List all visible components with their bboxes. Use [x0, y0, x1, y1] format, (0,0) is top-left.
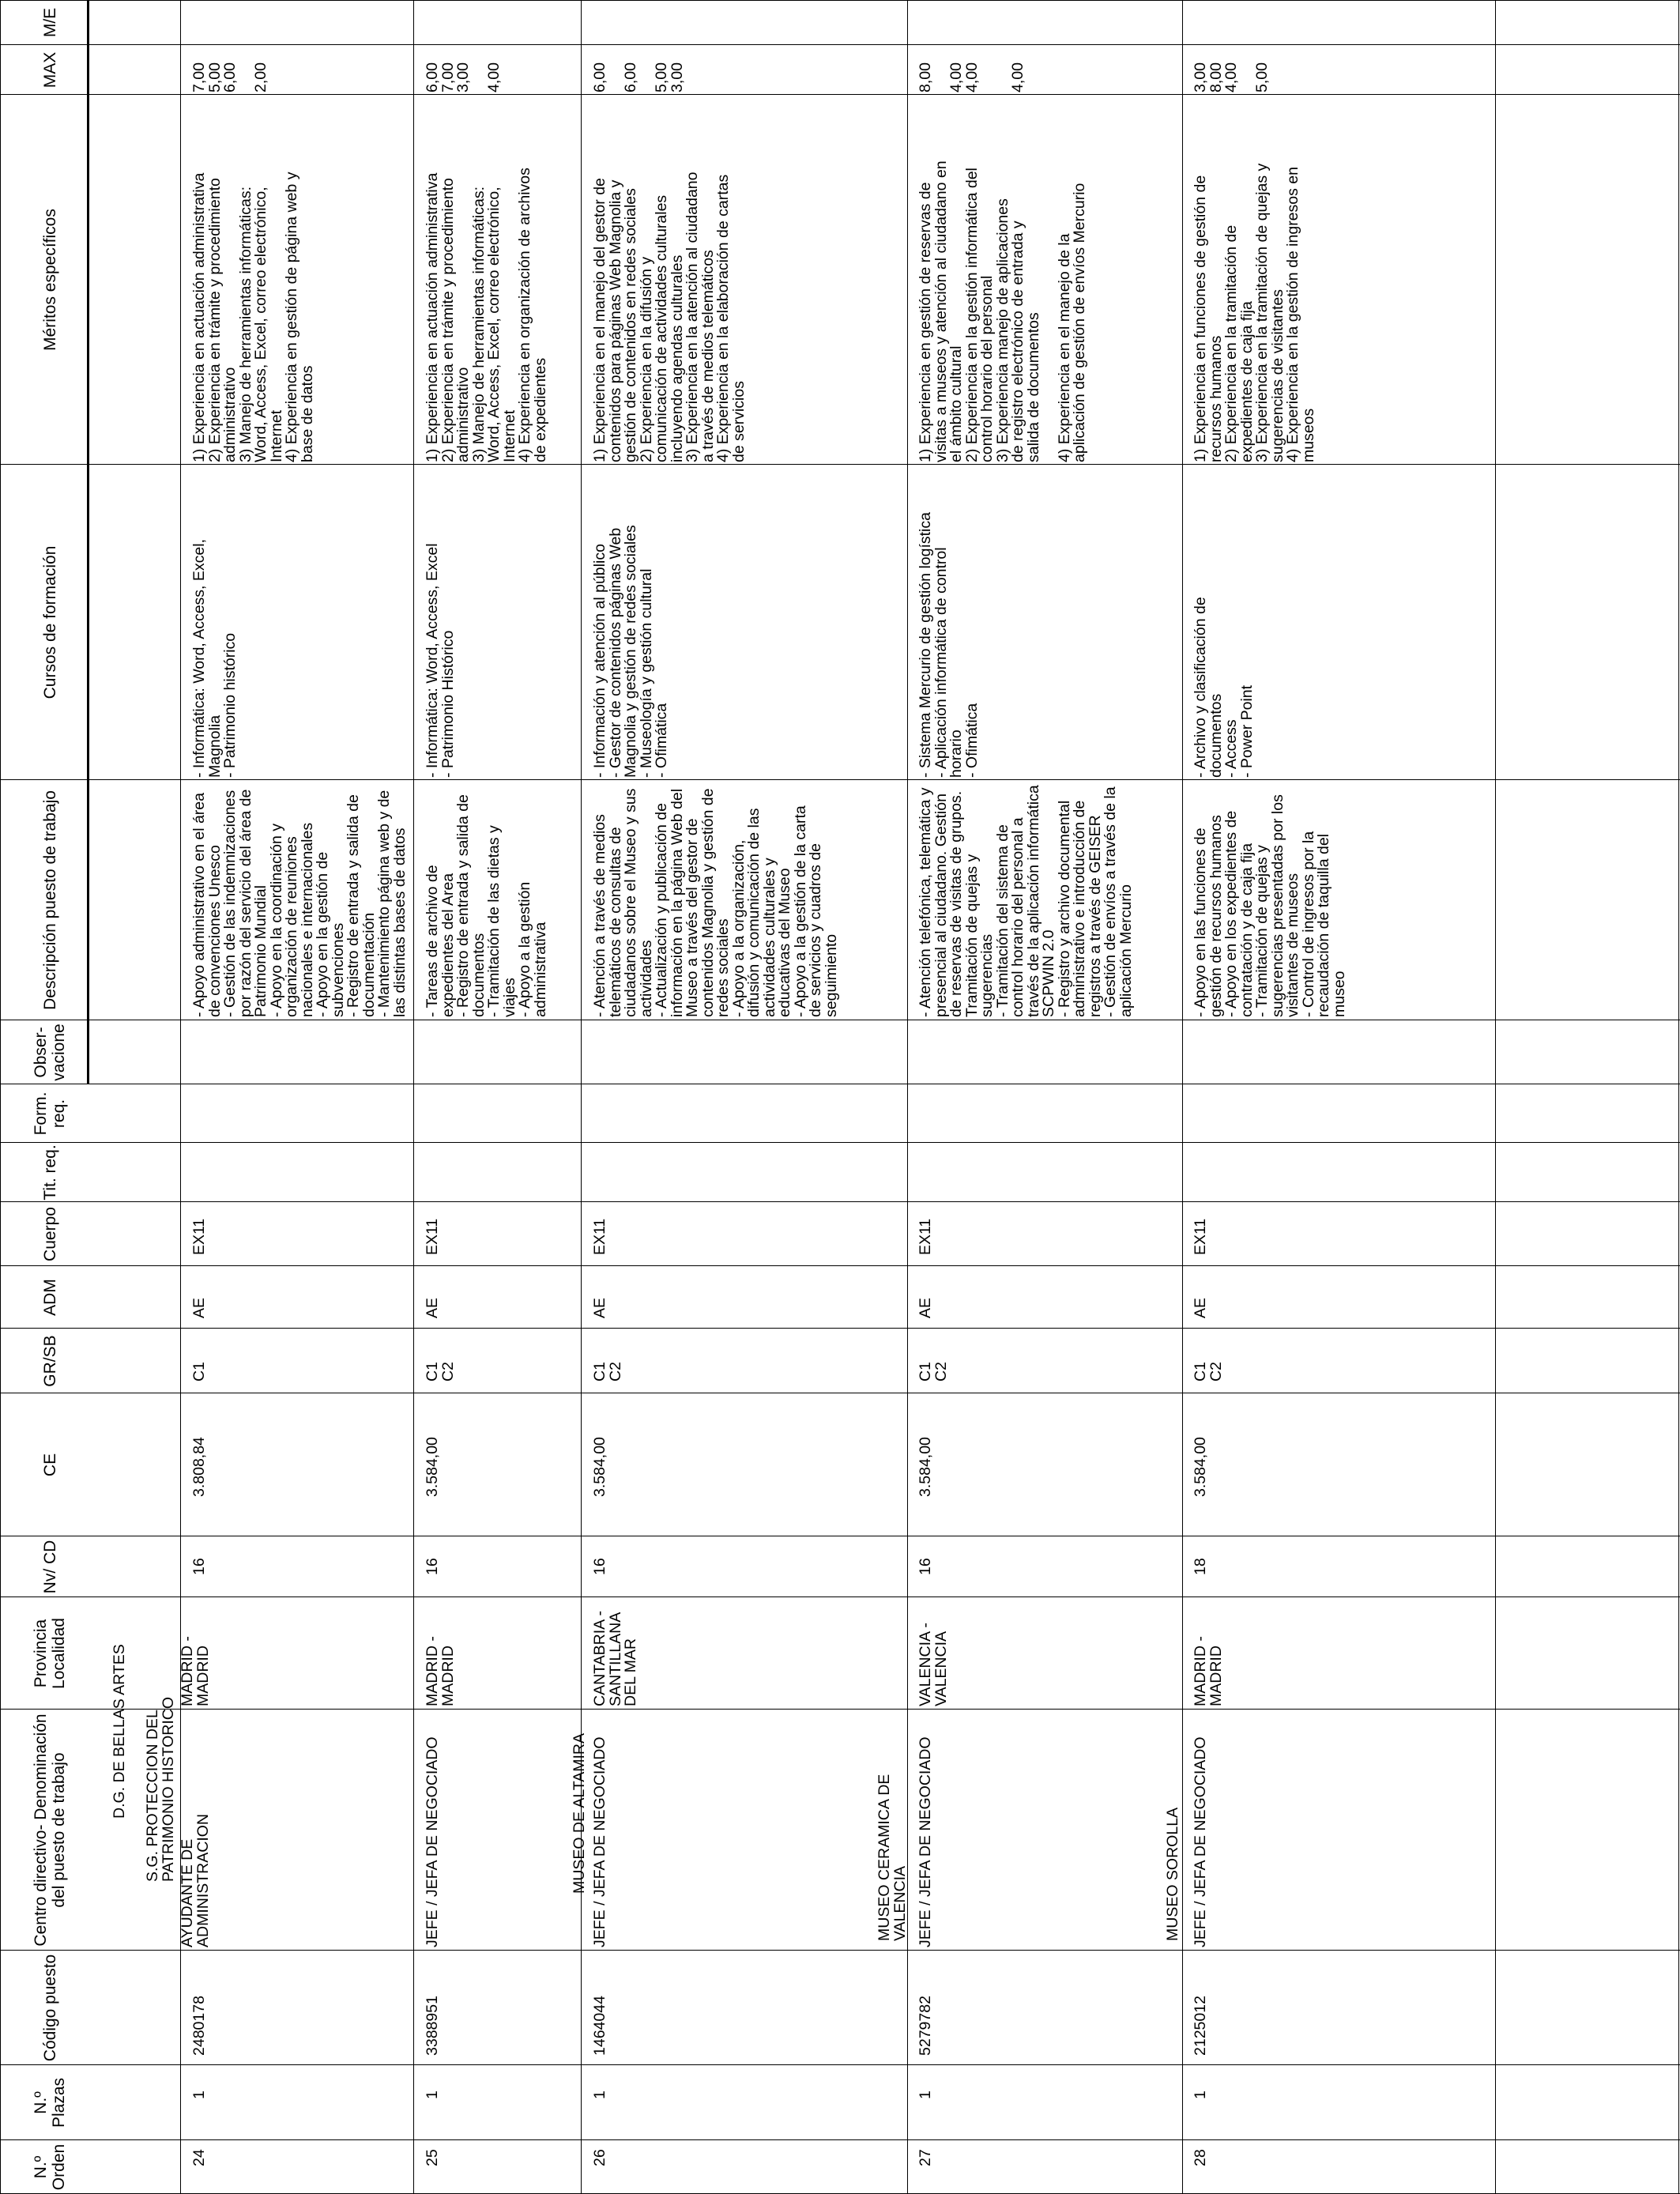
row-max: 6,00 7,00 3,00 4,00 — [424, 62, 503, 92]
org-dg: D.G. DE BELLAS ARTES — [111, 1644, 128, 1819]
header-cursos: Cursos de formación — [41, 545, 59, 699]
row-cuerpo: EX11 — [190, 1218, 208, 1255]
row-provincia: MADRID - MADRID — [179, 1636, 212, 1706]
row-denominacion: JEFE / JEFA DE NEGOCIADO — [917, 1736, 934, 1947]
row-max: 3,00 8,00 4,00 5,00 — [1192, 62, 1271, 92]
row-max: 6,00 6,00 5,00 3,00 — [591, 62, 686, 92]
col-divider — [0, 1265, 1680, 1266]
row-provincia: MADRID - MADRID — [424, 1636, 457, 1706]
row-cursos: - Informática: Word, Access, Excel - Patrimonio Histórico — [424, 543, 457, 778]
row-divider — [0, 0, 1, 2194]
col-divider — [0, 1142, 1680, 1143]
row-max: 7,00 5,00 6,00 2,00 — [190, 62, 269, 92]
header-titulacion: Tit. req. — [41, 1144, 59, 1201]
row-codigo: 3388951 — [424, 1996, 441, 2056]
row-cursos: - Información y atención al público - Gestor de contenidos páginas Web Magnolia y gestión de redes sociales - Museología y gestión cultural - Ofimática — [591, 525, 670, 778]
row-provincia: CANTABRIA - SANTILLANA DEL MAR — [591, 1611, 639, 1706]
row-plazas: 1 — [190, 2090, 208, 2099]
row-adm: AE — [917, 1297, 934, 1318]
row-descripcion: - Tareas de archivo de expedientes del Area - Registro de entrada y salida de documentos - Tramitación de las dietas y viajes - Apoyo a la gestión administrativa — [424, 794, 549, 1017]
row-cuerpo: EX11 — [424, 1218, 441, 1255]
row-ce: 3.584,00 — [1192, 1437, 1209, 1497]
row-nivel: 16 — [424, 1558, 441, 1575]
header-grupo: GR/SB — [41, 1335, 59, 1387]
header-descripcion: Descripción puesto de trabajo — [41, 790, 59, 1010]
header-orden: N.º Orden — [32, 2143, 69, 2191]
row-ce: 3.808,84 — [190, 1437, 208, 1497]
row-grupo: C1 C2 — [424, 1362, 457, 1382]
row-ce: 3.584,00 — [917, 1437, 934, 1497]
row-descripcion: - Apoyo en las funciones de gestión de recursos humanos - Apoyo en los expedientes de contratación y de caja fija - Tramitación de quejas y sugerencias presentadas por los visitantes de museos - Control de ingresos por la recaudación de taquilla del museo — [1192, 794, 1348, 1017]
row-denominacion: JEFE / JEFA DE NEGOCIADO — [591, 1736, 608, 1947]
header-formacion: Form. req. — [32, 1091, 69, 1136]
row-plazas: 1 — [1192, 2090, 1209, 2099]
col-divider — [0, 44, 1680, 45]
row-cursos: - Informática: Word, Access, Excel, Magnolia - Patrimonio histórico — [190, 539, 239, 778]
header-meritos: Méritos específicos — [41, 209, 59, 351]
row-plazas: 1 — [424, 2090, 441, 2099]
row-meritos: 1) Experiencia en el manejo del gestor de contenidos para páginas Web Magnolia y gestión de contenidos en redes sociales 2) Experiencia en la difusión y comunicación de actividades culturales incluyendo agendas culturales 3) Experiencia en la atención al ciudadano a través de medios telemáticos 4) Experiencia en la elaboración de cartas de servicios — [591, 172, 748, 462]
row-nivel: 18 — [1192, 1558, 1209, 1575]
row-orden: 25 — [424, 2149, 441, 2166]
row-adm: AE — [424, 1297, 441, 1318]
header-codigo: Código puesto — [41, 1954, 59, 2062]
row-plazas: 1 — [917, 2090, 934, 2099]
col-divider — [0, 464, 1680, 465]
header-me: M/E — [41, 7, 59, 38]
row-unidad: MUSEO CERAMICA DE VALENCIA — [876, 1774, 909, 1941]
header-observaciones: Obser- vacione — [32, 1023, 69, 1081]
heavy-rule — [87, 0, 89, 1084]
col-divider — [0, 94, 1680, 95]
row-unidad: MUSEO SOROLLA — [1164, 1807, 1181, 1941]
row-grupo: C1 — [190, 1362, 208, 1382]
header-cuerpo: Cuerpo — [41, 1207, 59, 1261]
row-denominacion: JEFE / JEFA DE NEGOCIADO — [1192, 1736, 1209, 1947]
row-cursos: - Sistema Mercurio de gestión logística - Aplicación informática de control horario - Ofimática — [917, 512, 981, 778]
row-plazas: 1 — [591, 2090, 608, 2099]
row-divider — [1678, 0, 1679, 2194]
col-divider — [0, 1950, 1680, 1951]
row-grupo: C1 C2 — [917, 1362, 950, 1382]
row-orden: 26 — [591, 2149, 608, 2166]
row-divider — [413, 0, 414, 2194]
row-cursos: - Archivo y clasificación de documentos - Access - Power Point — [1192, 597, 1256, 778]
row-provincia: VALENCIA - VALENCIA — [917, 1623, 950, 1706]
row-meritos: 1) Experiencia en actuación administrativa 2) Experiencia en trámite y procedimiento administrativo 3) Manejo de herramientas informáticas: Word, Access, Excel, correo electrónico, Internet 4) Experiencia en gestión de página web y base de datos — [190, 172, 316, 462]
header-ce: CE — [41, 1453, 59, 1477]
row-meritos: 1) Experiencia en actuación administrativa 2) Experiencia en trámite y procedimiento administrativo 3) Manejo de herramientas informáticas: Word, Access, Excel, correo electrónico, Internet 4) Experiencia en organización de archivos de expedientes — [424, 168, 549, 462]
row-divider — [1182, 0, 1183, 2194]
header-plazas: N.º Plazas — [32, 2077, 69, 2128]
row-grupo: C1 C2 — [591, 1362, 624, 1382]
row-denominacion: AYUDANTE DE ADMINISTRACION — [179, 1813, 212, 1947]
row-cuerpo: EX11 — [1192, 1218, 1209, 1255]
col-divider — [0, 1201, 1680, 1202]
row-adm: AE — [1192, 1297, 1209, 1318]
header-max: MAX — [41, 51, 59, 89]
col-divider — [0, 1709, 1680, 1710]
row-ce: 3.584,00 — [424, 1437, 441, 1497]
row-orden: 24 — [190, 2149, 208, 2166]
row-nivel: 16 — [190, 1558, 208, 1575]
row-divider — [1495, 0, 1496, 2194]
row-cuerpo: EX11 — [591, 1218, 608, 1255]
row-unidad: MUSEO DE ALTAMIRA — [571, 1733, 588, 1894]
row-ce: 3.584,00 — [591, 1437, 608, 1497]
row-codigo: 2125012 — [1192, 1996, 1209, 2056]
row-descripcion: - Apoyo administrativo en el área de convenciones Unesco - Gestión de las indemnizaciones por razón del servicio del área de Patrimonio Mundial - Apoyo en la coordinación y organización de reuniones nacionales e internacionales - Apoyo en la gestión de subvenciones - Registro de entrada y salida de documentación - Mantenimiento página web y de las distintas bases de datos — [190, 789, 409, 1017]
row-orden: 28 — [1192, 2149, 1209, 2166]
row-orden: 27 — [917, 2149, 934, 2166]
col-divider — [0, 1596, 1680, 1597]
row-codigo: 5279782 — [917, 1996, 934, 2056]
header-centro: Centro directivo- Denominación del puesto de trabajo — [32, 1713, 69, 1947]
org-sg: S.G. PROTECCION DEL PATRIMONIO HISTORICO — [144, 1696, 177, 1882]
row-nivel: 16 — [591, 1558, 608, 1575]
col-divider — [0, 1328, 1680, 1329]
row-cuerpo: EX11 — [917, 1218, 934, 1255]
col-divider — [0, 2139, 1680, 2140]
row-denominacion: JEFE / JEFA DE NEGOCIADO — [424, 1736, 441, 1947]
col-divider — [0, 2064, 1680, 2065]
row-codigo: 1464044 — [591, 1996, 608, 2056]
row-descripcion: - Atención telefónica, telemática y presencial al ciudadano. Gestión de reservas de visitas de grupos. Tramitación de quejas y sugerencias - Tramitación del sistema de control horario del personal a través de la aplicación informática SCPWIN 2.0 - Registro y archivo documental administrativo e introducción de registros a través de GEISER - Gestión de envíos a través de la aplicación Mercurio — [917, 785, 1135, 1017]
row-descripcion: - Atención a través de medios telemáticos de consultas de ciudadanos sobre el Museo y sus actividades - Actualización y publicación de información en la página Web del Museo a través del gestor de contenidos Magnolia y gestión de redes sociales - Apoyo a la organización, difusión y comunicación de las actividades culturales y educativas del Museo - Apoyo a la gestión de la carta de servicios y cuadros de seguimiento — [591, 788, 840, 1017]
header-nivel: Nv/ CD — [41, 1540, 59, 1594]
row-adm: AE — [190, 1297, 208, 1318]
row-nivel: 16 — [917, 1558, 934, 1575]
row-adm: AE — [591, 1297, 608, 1318]
header-adm: ADM — [41, 1279, 59, 1316]
row-meritos: 1) Experiencia en gestión de reservas de visitas a museos y atención al ciudadano en el ámbito cultural 2) Experiencia en la gestión informática del control horario del personal 3) Experiencia manejo de aplicaciones de registro electrónico de entrada y salida de documentos 4) Experiencia en el manejo de la aplicación de gestión de envíos Mercurio — [917, 160, 1088, 462]
header-provincia: Provincia Localidad — [32, 1618, 69, 1689]
row-max: 8,00 4,00 4,00 4,00 — [917, 62, 1026, 92]
col-divider — [0, 779, 1680, 780]
row-provincia: MADRID - MADRID — [1192, 1636, 1225, 1706]
row-grupo: C1 C2 — [1192, 1362, 1225, 1382]
row-meritos: 1) Experiencia en funciones de gestión de recursos humanos 2) Experiencia en la tramitación de expedientes de caja fija 3) Experiencia en la tramitación de quejas y sugerencias de visitantes 4) Experiencia en la gestión de ingresos en museos — [1192, 163, 1317, 462]
table-border-top — [0, 0, 1680, 1]
row-codigo: 2480178 — [190, 1996, 208, 2056]
